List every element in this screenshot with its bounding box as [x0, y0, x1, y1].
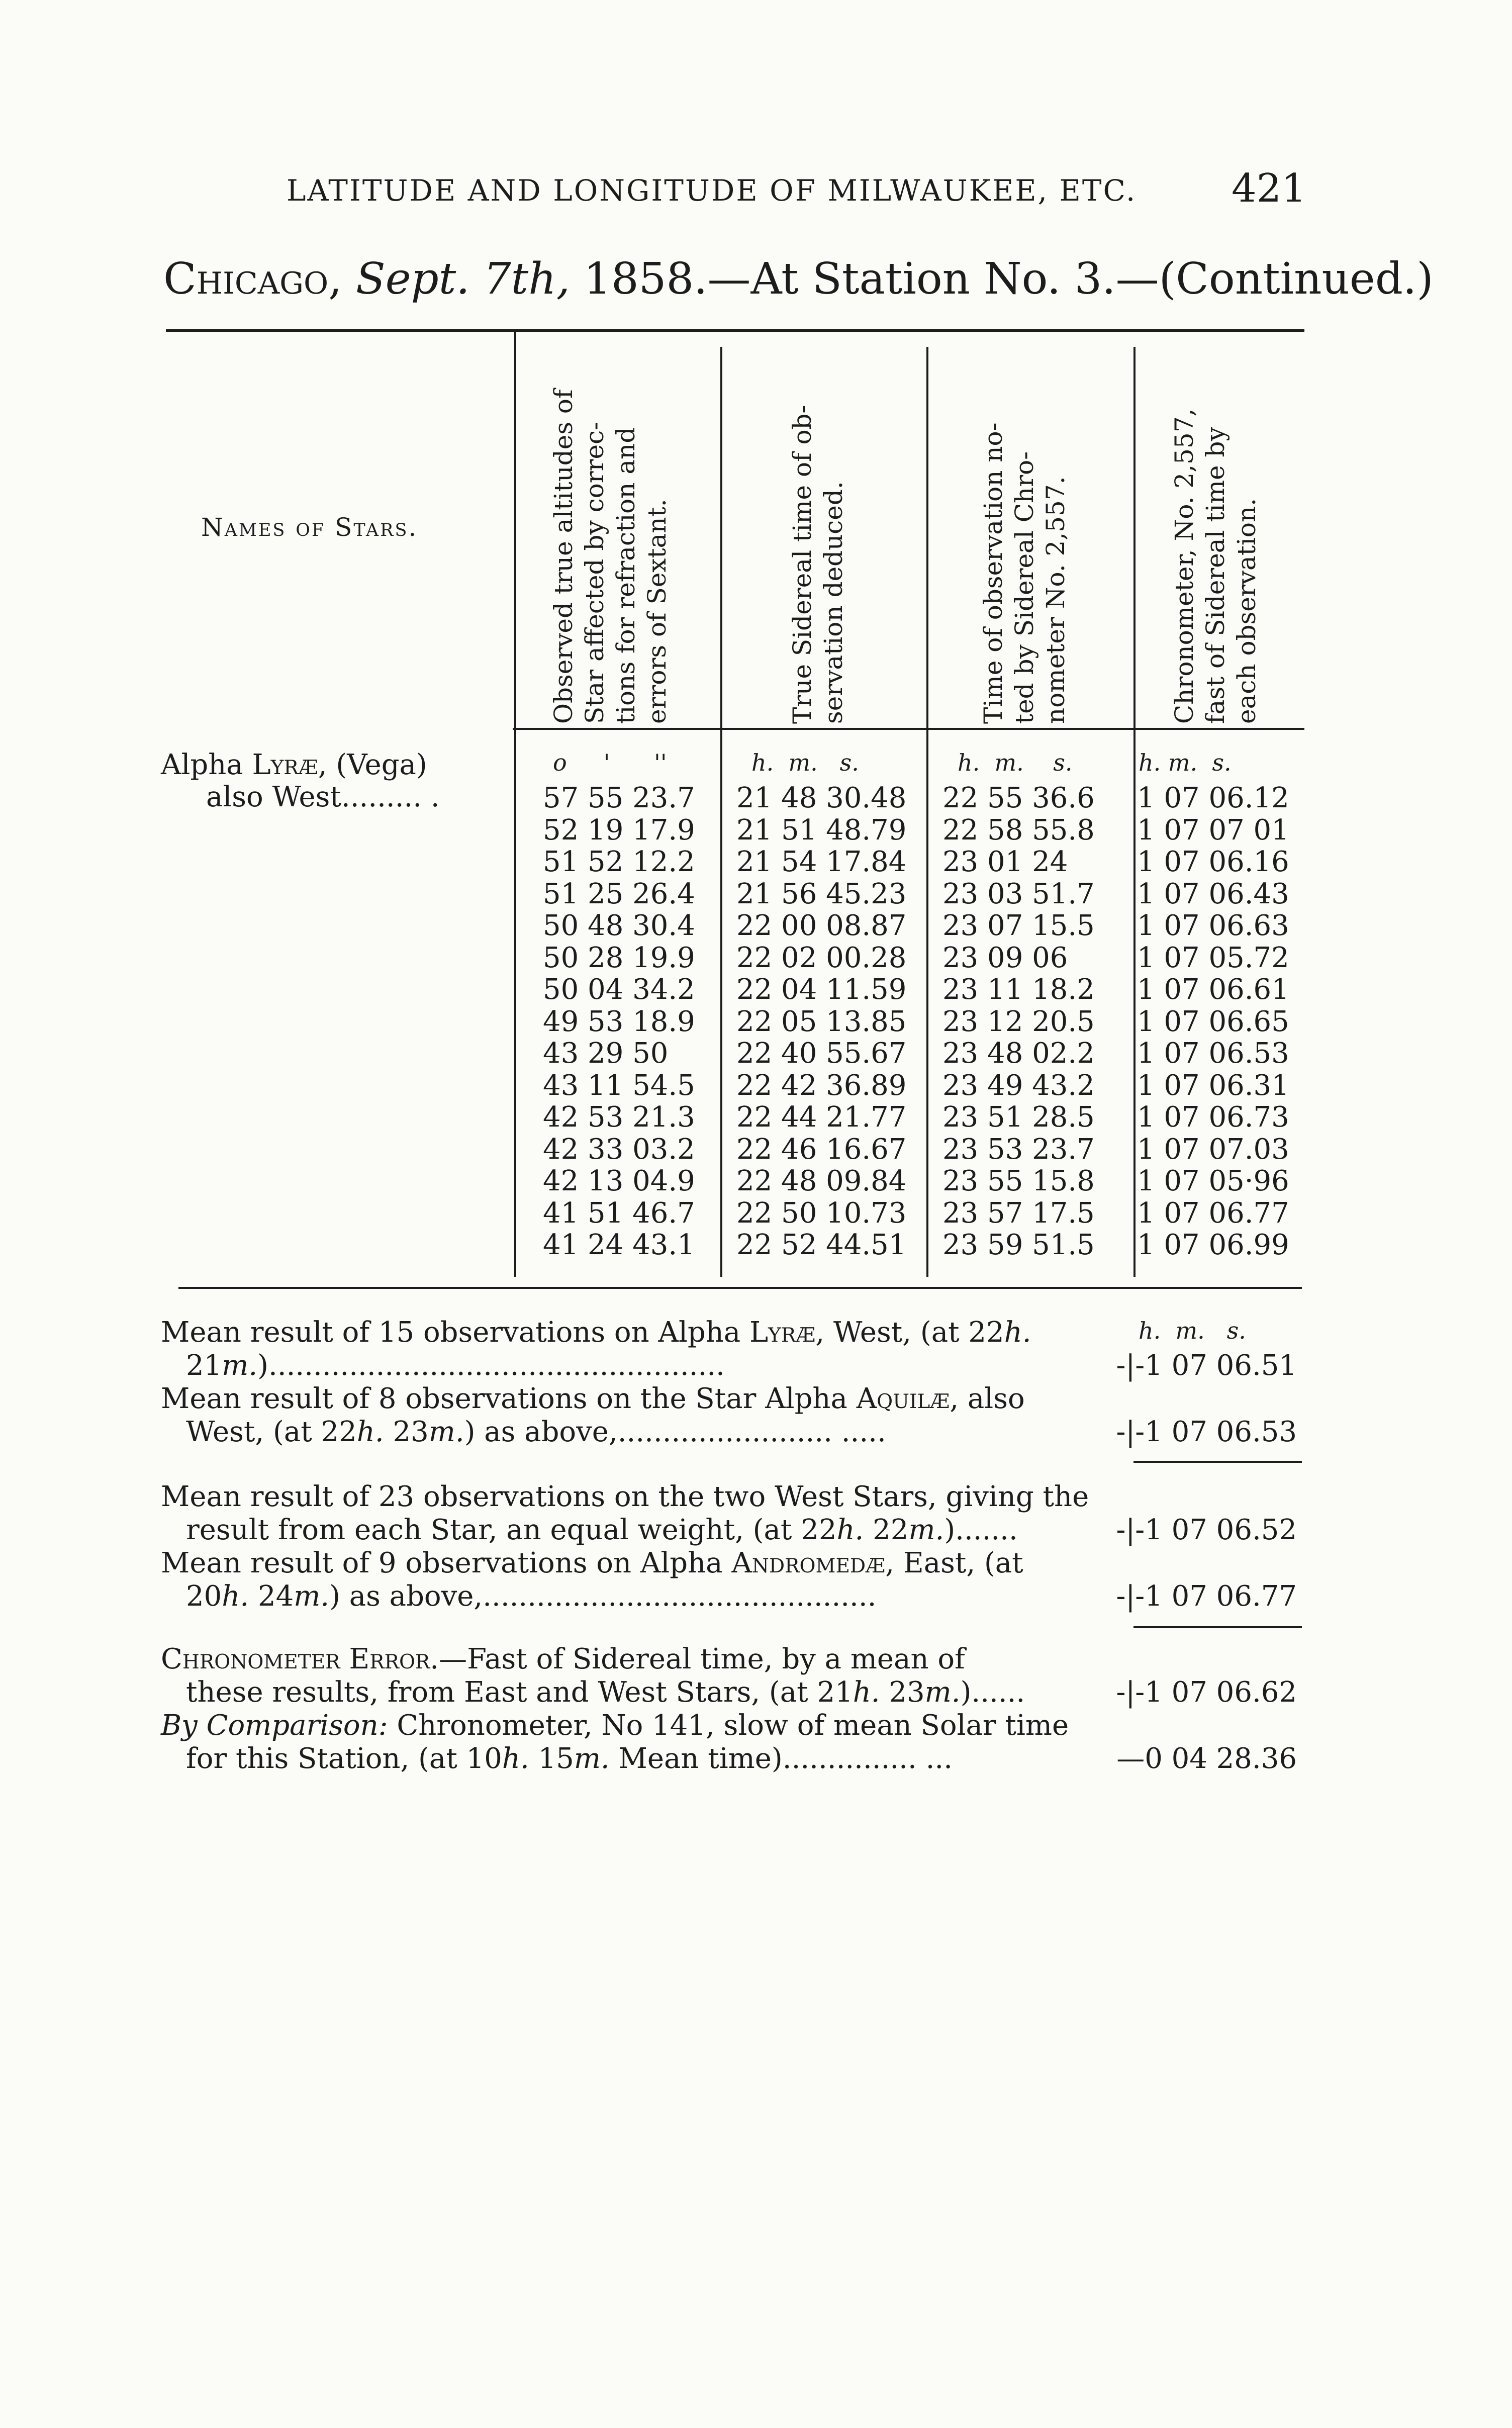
table-cell: 22 05 13.85: [736, 1005, 907, 1038]
table-cell: 22 42 36.89: [736, 1069, 907, 1102]
table-cell: 42 13 04.9: [543, 1165, 695, 1197]
table-cell: 50 04 34.2: [543, 973, 695, 1006]
table-cell: 50 48 30.4: [543, 909, 695, 942]
summary-value: -|-1 07 06.62: [1116, 1676, 1297, 1709]
table-cell: 21 56 45.23: [736, 878, 907, 910]
table-cell: 52 19 17.9: [543, 814, 695, 847]
table-bottom-rule: [178, 1287, 1302, 1289]
summary-line: these results, from East and West Stars, (at 21h. 23m.)...... -|-1 07 06.62: [186, 1676, 1297, 1709]
table-cell: 50 28 19.9: [543, 942, 695, 974]
table-cell: 22 50 10.73: [736, 1197, 907, 1230]
table-cell: 22 52 44.51: [736, 1229, 907, 1261]
summary-line: West, (at 22h. 23m.) as above,........................ ..... -|-1 07 06.53: [186, 1416, 1297, 1448]
table-cell: 23 07 15.5: [942, 909, 1095, 942]
summary-line: Mean result of 23 observations on the two West Stars, giving the: [161, 1480, 1089, 1513]
summary-value: -|-1 07 06.51: [1116, 1349, 1297, 1382]
table-row: [0, 1133, 1512, 1165]
table-cell: 21 48 30.48: [736, 782, 907, 814]
table-cell: 23 09 06: [942, 942, 1068, 974]
running-head: LATITUDE AND LONGITUDE OF MILWAUKEE, ETC.: [287, 173, 1137, 208]
table-cell: 21 54 17.84: [736, 846, 907, 878]
table-cell: 23 53 23.7: [942, 1133, 1095, 1166]
table-cell: 1 07 06.16: [1137, 846, 1289, 878]
column-header-altitude: Observed true altitudes of Star affected by correc- tions for refraction and errors of Sextant.: [549, 389, 672, 724]
title-place: Chicago,: [163, 254, 342, 304]
summary-group-2: [161, 1480, 1297, 1613]
column-header-chronometer-fast: Chronometer, No. 2,557, fast of Sidereal time by each observation.: [1170, 408, 1261, 724]
star-direction: also West......... .: [206, 781, 440, 813]
summary-line: for this Station, (at 10h. 15m. Mean time)............... ... —0 04 28.36: [186, 1742, 1297, 1775]
table-cell: 41 51 46.7: [543, 1197, 695, 1230]
table-cell: 21 51 48.79: [736, 814, 907, 847]
units-chronometer-fast: h. m. s.: [1139, 749, 1232, 776]
table-cell: 1 07 05·96: [1137, 1165, 1289, 1197]
table-cell: 23 12 20.5: [942, 1005, 1095, 1038]
summary-value: -|-1 07 06.77: [1116, 1580, 1297, 1613]
units-chronometer-time: h. m. s.: [958, 749, 1073, 776]
table-cell: 57 55 23.7: [543, 782, 695, 814]
page-number: 421: [1232, 166, 1306, 211]
table-cell: 1 07 06.61: [1137, 973, 1289, 1006]
table-cell: 42 53 21.3: [543, 1101, 695, 1134]
summary-line: Mean result of 8 observations on the Star Alpha Aquilæ, also: [161, 1382, 1025, 1415]
summary-group-1: [161, 1316, 1297, 1449]
table-cell: 51 25 26.4: [543, 878, 695, 910]
page-title: [163, 254, 1434, 304]
table-row: [0, 942, 1512, 974]
table-row: [0, 878, 1512, 910]
summary-line: Mean result of 15 observations on Alpha Lyræ, West, (at 22h.: [161, 1316, 1031, 1349]
table-cell: 22 44 21.77: [736, 1101, 907, 1134]
summary-rule: [1133, 1626, 1302, 1628]
table-cell: 22 55 36.6: [942, 782, 1095, 814]
table-cell: 22 04 11.59: [736, 973, 907, 1006]
table-row: [0, 1197, 1512, 1229]
table-cell: 1 07 06.99: [1137, 1229, 1289, 1261]
table-cell: 42 33 03.2: [543, 1133, 695, 1166]
summary-units: h. m. s.: [1139, 1317, 1246, 1344]
units-true-sidereal: h. m. s.: [751, 749, 859, 776]
table-cell: 23 55 15.8: [942, 1165, 1095, 1197]
table-cell: 22 00 08.87: [736, 909, 907, 942]
table-cell: 22 46 16.67: [736, 1133, 907, 1166]
table-row: [0, 909, 1512, 942]
summary-group-3: [161, 1643, 1297, 1776]
table-cell: 51 52 12.2: [543, 846, 695, 878]
table-cell: 1 07 07.03: [1137, 1133, 1289, 1166]
table-cell: 22 58 55.8: [942, 814, 1095, 847]
table-cell: 1 07 06.43: [1137, 878, 1289, 910]
table-cell: 1 07 06.12: [1137, 782, 1289, 814]
summary-line: 21m.)................................................... -|-1 07 06.51: [186, 1349, 1297, 1382]
table-cell: 23 49 43.2: [942, 1069, 1095, 1102]
table-cell: 23 48 02.2: [942, 1037, 1095, 1070]
column-header-chronometer-time: Time of observation no- ted by Sidereal Chro- nometer No. 2,557.: [979, 422, 1070, 724]
summary-value: -|-1 07 06.53: [1116, 1416, 1297, 1448]
summary-value: —0 04 28.36: [1116, 1742, 1297, 1775]
table-cell: 41 24 43.1: [543, 1229, 695, 1261]
summary-line: Mean result of 9 observations on Alpha Andromedæ, East, (at: [161, 1547, 1023, 1579]
table-cell: 49 53 18.9: [543, 1005, 695, 1038]
table-cell: 1 07 06.63: [1137, 909, 1289, 942]
table-cell: 1 07 06.31: [1137, 1069, 1289, 1102]
table-cell: 1 07 05.72: [1137, 942, 1289, 974]
table-cell: 43 29 50: [543, 1037, 669, 1070]
table-row: [0, 1037, 1512, 1069]
table-cell: 23 03 51.7: [942, 878, 1095, 910]
stub-header: Names of Stars.: [201, 513, 418, 542]
table-cell: 22 40 55.67: [736, 1037, 907, 1070]
table-cell: 22 48 09.84: [736, 1165, 907, 1197]
table-row: [0, 814, 1512, 846]
star-lyrae: Lyræ: [252, 749, 318, 781]
table-cell: 43 11 54.5: [543, 1069, 695, 1102]
summary-value: -|-1 07 06.52: [1116, 1514, 1297, 1546]
table-cell: 22 02 00.28: [736, 942, 907, 974]
table-row: [0, 782, 1512, 814]
summary-line: By Comparison: Chronometer, No 141, slow of mean Solar time: [161, 1709, 1069, 1742]
title-date: Sept. 7th,: [355, 254, 570, 304]
table-cell: 23 57 17.5: [942, 1197, 1095, 1230]
header-bottom-rule: [513, 728, 1304, 730]
summary-line: result from each Star, an equal weight, (at 22h. 22m.)....... -|-1 07 06.52: [186, 1514, 1297, 1546]
table-row: [0, 1005, 1512, 1038]
table-cell: 1 07 06.53: [1137, 1037, 1289, 1070]
column-header-true-sidereal: True Sidereal time of ob- servation deduced.: [788, 405, 848, 724]
table-cell: 23 11 18.2: [942, 973, 1095, 1006]
table-row: [0, 1101, 1512, 1133]
table-row: [0, 846, 1512, 878]
table-cell: 1 07 06.65: [1137, 1005, 1289, 1038]
table-row: [0, 973, 1512, 1005]
table-cell: 1 07 06.73: [1137, 1101, 1289, 1134]
star-name: Alpha Lyræ, (Vega) also West......... .: [161, 749, 440, 813]
table-cell: 23 59 51.5: [942, 1229, 1095, 1261]
summary-rule: [1133, 1461, 1302, 1463]
table-cell: 1 07 06.77: [1137, 1197, 1289, 1230]
table-cell: 23 01 24: [942, 846, 1068, 878]
table-row: [0, 1165, 1512, 1197]
summary-line: 20h. 24m.) as above,............................................ -|-1 07 06.77: [186, 1580, 1297, 1613]
table-row: [0, 1069, 1512, 1101]
summary-line: Chronometer Error.—Fast of Sidereal time, by a mean of: [161, 1643, 965, 1675]
units-altitude: o ' '': [553, 749, 667, 776]
table-cell: 23 51 28.5: [942, 1101, 1095, 1134]
table-top-rule: [166, 329, 1304, 332]
table-row: [0, 1229, 1512, 1261]
title-rest: 1858.—At Station No. 3.—(Continued.): [570, 254, 1434, 304]
table-cell: 1 07 07 01: [1137, 814, 1289, 847]
